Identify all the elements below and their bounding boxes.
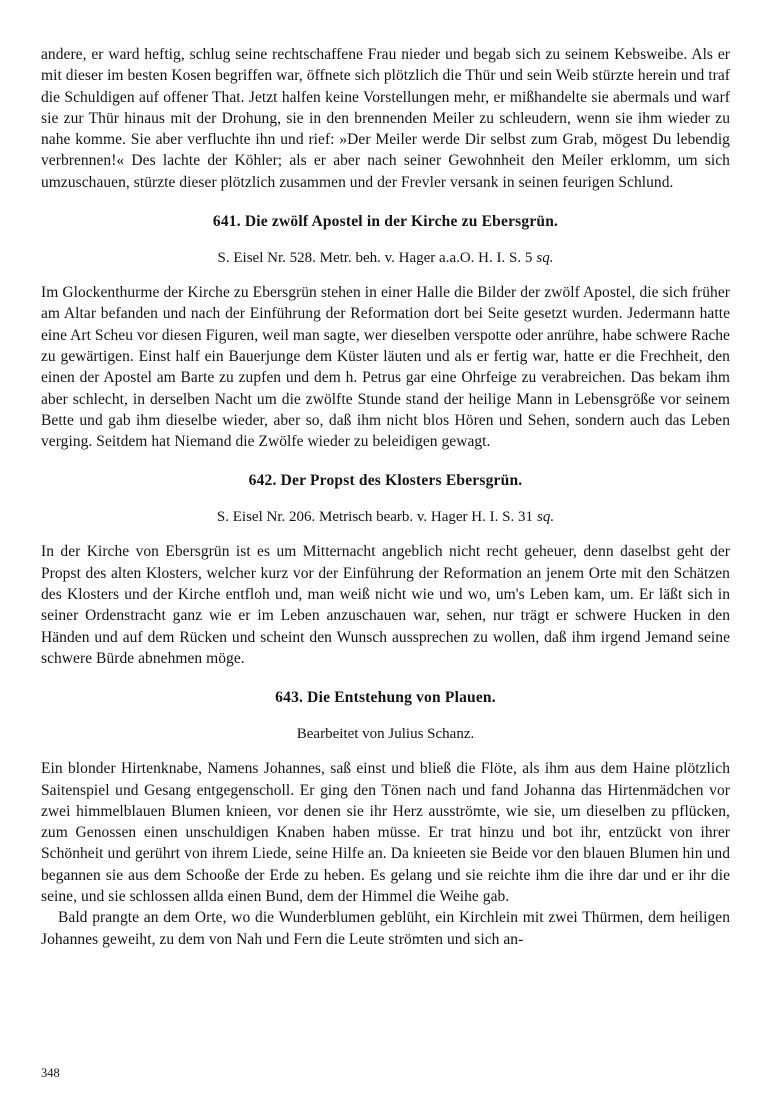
source-suffix-642: sq.	[536, 509, 555, 526]
body-paragraph-642: In der Kirche von Ebersgrün ist es um Mitternacht angeblich nicht recht geheuer, denn daselbst geht der Propst des alten Klosters, welcher kurz vor der Einführung der Reformation an jenem Orte mit den Schätzen des Klosters und der Kirche entfloh und, man weiß nicht wie und wo, um's Leben kam, um. Er läßt sich in seiner Ordenstracht ganz wie er im Leben anzuschauen war, sehen, nur trägt er schwere Hucken in den Händen und auf dem Rücken und scheint den Wunsch aussprechen zu wollen, daß ihm irgend Jemand seine schwere Bürde abnehmen möge.	[41, 543, 730, 667]
source-line-643	[41, 724, 730, 745]
source-line-641	[41, 248, 730, 269]
source-text-641: S. Eisel Nr. 528. Metr. beh. v. Hager a.a.O. H. I. S. 5	[217, 250, 533, 267]
source-text-643: Bearbeitet von Julius Schanz.	[296, 726, 475, 743]
body-paragraph-643-second: Bald prangte an dem Orte, wo die Wunderblumen geblüht, ein Kirchlein mit zwei Thürmen, dem heiligen Johannes geweiht, zu dem von Nah und Fern die Leute strömten und sich an-	[41, 909, 730, 948]
story-heading-643: 643. Die Entstehung von Plauen.	[275, 689, 496, 707]
source-suffix-641: sq.	[536, 250, 554, 267]
story-heading-641: 641. Die zwölf Apostel in der Kirche zu Ebersgrün.	[212, 213, 559, 231]
body-paragraph-continuation: andere, er ward heftig, schlug seine rechtschaffene Frau nieder und begab sich zu seinem Kebsweibe. Als er mit dieser im besten Kosen begriffen war, öffnete sich plötzlich die Thür und sein Weib stürzte herein und traf die Schuldigen auf offener That. Jetzt halfen keine Vorstellungen mehr, er mißhandelte sie abermals und warf sie zur Thür hinaus mit der Drohung, sie in den brennenden Meiler zu schleudern, wenn sie ihm wieder zu nahe komme. Sie aber verfluchte ihn und rief: »Der Meiler werde Dir selbst zum Grab, mögest Du lebendig verbrennen!« Des lachte der Köhler; als er aber nach seiner Gewohnheit den Meiler erklomm, um sich umzuschauen, stürzte dieser plötzlich zusammen und der Frevler versank in seinen feurigen Schlund.	[41, 46, 730, 191]
page-number: 348	[41, 1066, 60, 1080]
source-line-642	[41, 507, 730, 528]
source-text-642: S. Eisel Nr. 206. Metrisch bearb. v. Hager H. I. S. 31	[216, 509, 533, 526]
story-heading-642: 642. Der Propst des Klosters Ebersgrün.	[248, 472, 523, 490]
body-paragraph-641: Im Glockenthurme der Kirche zu Ebersgrün stehen in einer Halle die Bilder der zwölf Apostel, die sich früher am Altar befanden und nach der Einführung der Reformation dort bei Seite gesetzt wurden. Jedermann hatte eine Art Scheu vor diesen Figuren, weil man sagte, wer dieselben verspotte oder anrühre, habe schwere Rache zu gewärtigen. Einst half ein Bauerjunge dem Küster läuten und als er fertig war, hatte er die Frechheit, den einen der Apostel am Barte zu zupfen und dem h. Petrus gar eine Ohrfeige zu verabreichen. Das bekam ihm aber schlecht, in derselben Nacht um die zwölfte Stunde stand der heilige Mann in Lebensgröße vor seinem Bette und gab ihm dieselbe wieder, aber so, daß ihm nicht blos Hören und Sehen, sondern auch das Leben verging. Seitdem hat Niemand die Zwölfe wieder zu beleidigen gewagt.	[41, 284, 730, 451]
body-paragraph-643-first: Ein blonder Hirtenknabe, Namens Johannes, saß einst und bließ die Flöte, als ihm aus dem Haine plötzlich Saitenspiel und Gesang entgegenscholl. Er ging den Tönen nach und fand Johanna das Hirtenmädchen vor zwei himmelblauen Blumen knieen, vor denen sie ihr Herz ausströmte, wie sie, um dieselben zu pflücken, zum Genossen einen unschuldigen Knaben haben müsse. Er trat hinzu und bot ihr, entzückt von ihrer Schönheit und gerührt von ihrem Liede, seine Hilfe an. Da knieeten sie Beide vor den blauen Blumen hin und begannen sie aus dem Schooße der Erde zu heben. Es gelang und sie reichte ihm die ihre dar und er ihr die seine, und sie schlossen allda einen Bund, dem der Himmel die Weihe gab.	[41, 760, 730, 906]
